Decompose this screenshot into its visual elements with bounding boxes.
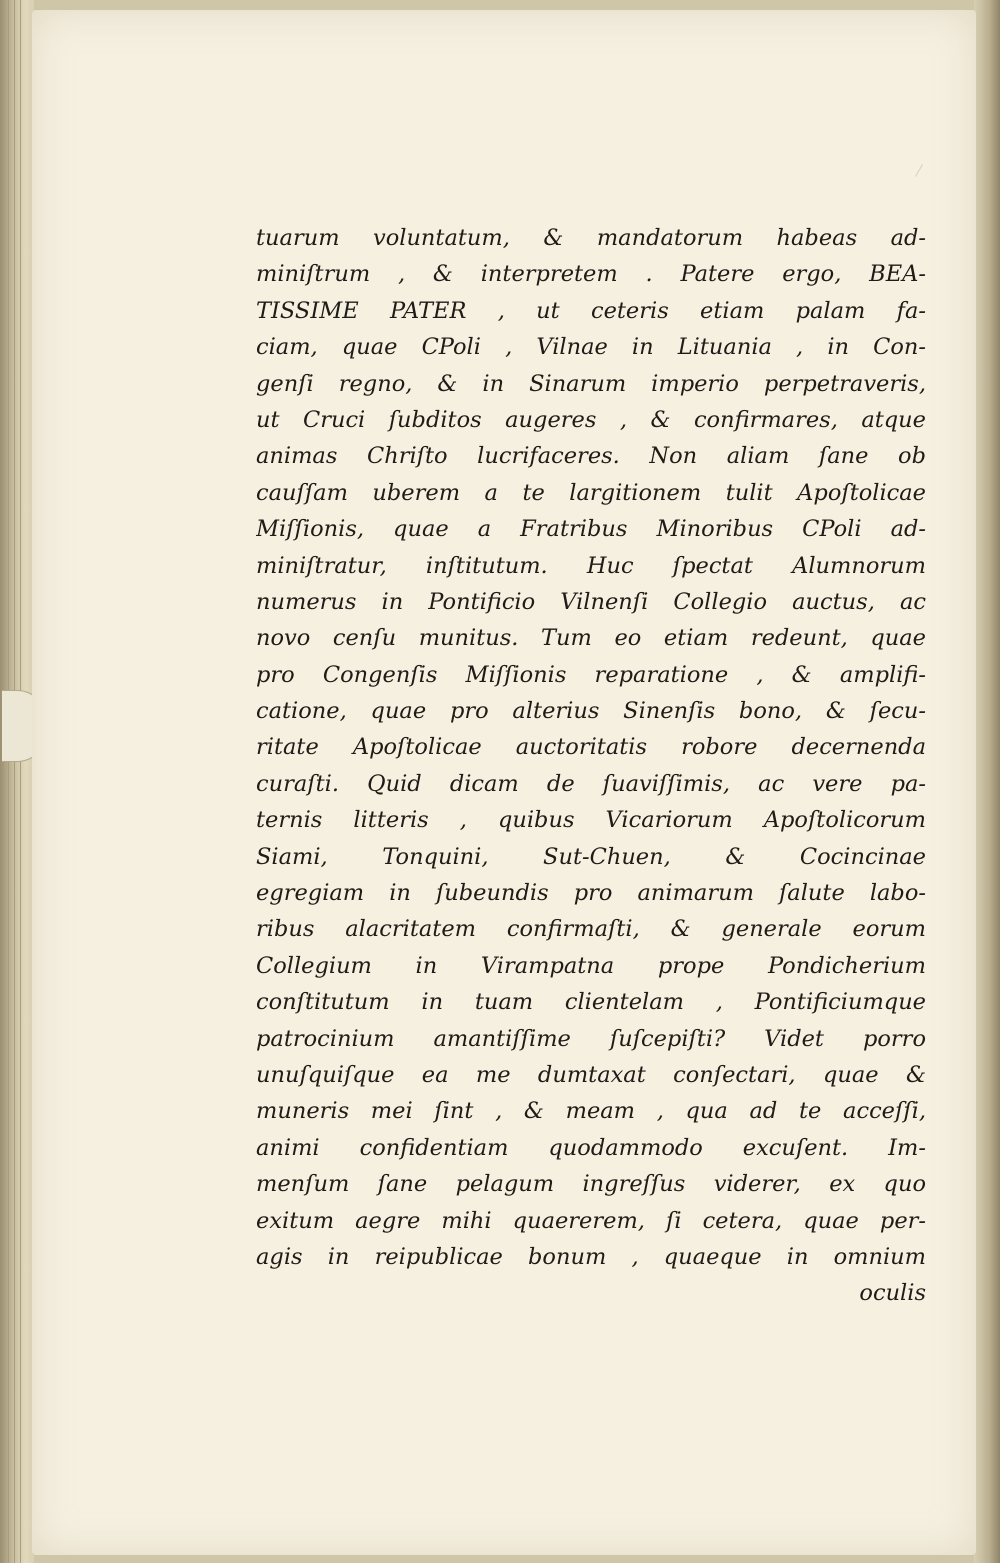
text-line: miniſtrum , & interpretem . Patere ergo, BEA- [256,261,926,288]
text-line: novo cenſu munitus. Tum eo etiam redeunt, quae [256,625,926,652]
body-text [256,220,926,1312]
text-line: unuſquiſque ea me dumtaxat conſectari, quae & [256,1061,926,1088]
text-line: genſi regno, & in Sinarum imperio perpetraveris, [256,370,926,397]
text-line: TISSIME PATER , ut ceteris etiam palam fa- [256,297,926,324]
catchword: oculis [859,1280,926,1307]
paper-page [32,10,976,1555]
right-page-edge [974,0,1000,1563]
text-line: egregiam in ſubeundis pro animarum ſalute labo- [256,880,926,907]
text-line: numerus in Pontificio Vilnenſi Collegio auctus, ac [256,588,926,615]
text-line: Collegium in Virampatna prope Pondicherium [256,952,926,979]
text-line: agis in reipublicae bonum , quaeque in omnium [256,1243,926,1270]
text-line: tuarum voluntatum, & mandatorum habeas ad- [256,225,926,251]
text-line: miniſtratur, inſtitutum. Huc ſpectat Alumnorum [256,552,926,579]
text-line: Siami, Tonquini, Sut-Chuen, & Cocincinae [256,843,926,870]
text-line: ritate Apoſtolicae auctoritatis robore decernenda [256,734,926,761]
paper-mark [915,164,923,177]
text-line: ribus alacritatem confirmaſti, & generale eorum [256,916,926,943]
text-line: exitum aegre mihi quaererem, ſi cetera, quae per- [256,1207,926,1234]
text-line: muneris mei ſint , & meam , qua ad te acceſſi, [256,1098,926,1125]
text-line: ut Cruci ſubditos augeres , & confirmares, atque [256,406,926,433]
text-line: catione, quae pro alterius Sinenſis bono, & ſecu- [256,698,926,725]
text-line: pro Congenſis Miſſionis reparatione , & amplifi- [256,661,926,688]
text-line: Miſſionis, quae a Fratribus Minoribus CPoli ad- [256,516,926,543]
text-line: curaſti. Quid dicam de ſuaviſſimis, ac vere pa- [256,770,926,797]
text-line: patrocinium amantiſſime ſuſcepiſti? Videt porro [256,1025,926,1052]
text-line: conſtitutum in tuam clientelam , Pontificiumque [256,989,926,1016]
text-line: ciam, quae CPoli , Vilnae in Lituania , in Con- [256,334,926,361]
text-line: menſum ſane pelagum ingreſſus viderer, ex quo [256,1171,926,1198]
book-binding-edge [0,0,34,1563]
page-edge-line [8,0,9,1563]
text-line: cauſſam uberem a te largitionem tulit Apoſtolicae [256,479,926,506]
text-line: animas Chriſto lucrifaceres. Non aliam ſane ob [256,443,926,470]
page-edge-line [14,0,15,1563]
page-edge-line [20,0,21,1563]
text-line: animi confidentiam quodammodo excuſent. Im- [256,1134,926,1161]
text-line: ternis litteris , quibus Vicariorum Apoſtolicorum [256,807,926,834]
